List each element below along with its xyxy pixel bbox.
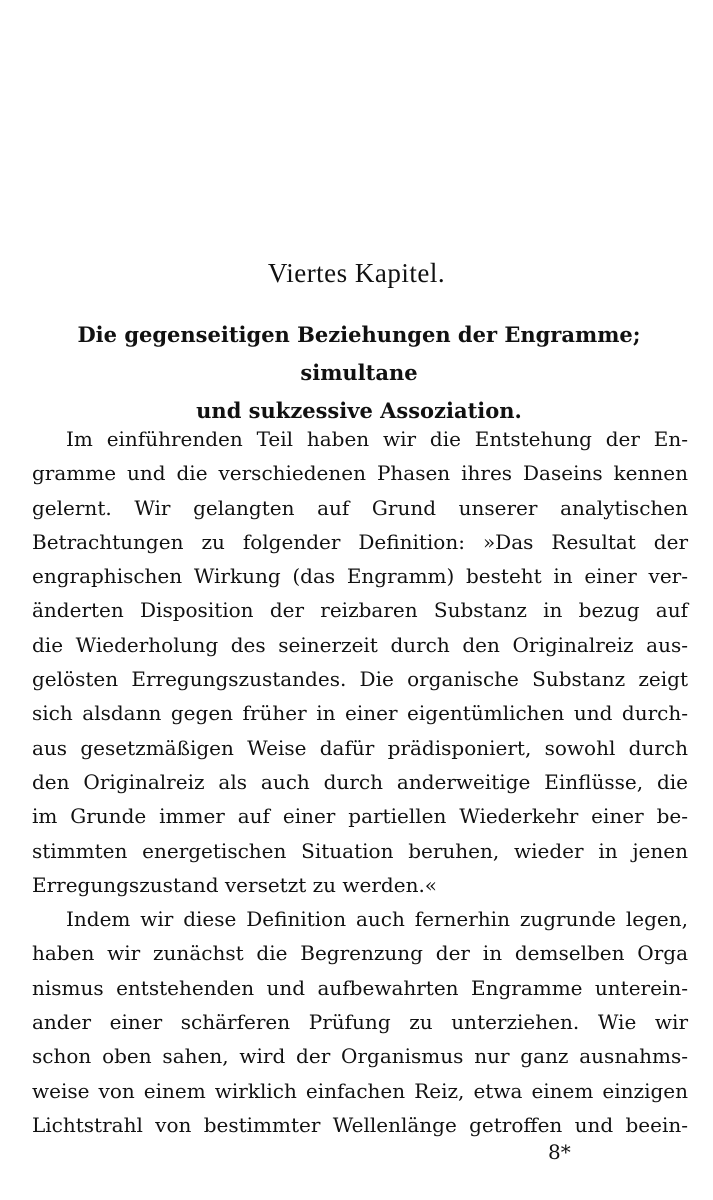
text-line: gramme und die verschiedenen Phasen ihres Daseins kennen (32, 461, 688, 486)
text-line: aus gesetzmäßigen Weise dafür prädisponiert, sowohl durch (32, 735, 688, 760)
text-line: gelösten Erregungszustandes. Die organische Substanz zeigt (32, 667, 688, 692)
text-line: nismus entstehenden und aufbewahrten Engramme unterein- (32, 975, 688, 1000)
body-text (32, 422, 688, 1142)
chapter-title (30, 316, 688, 430)
text-line: Im einführenden Teil haben wir die Entstehung der En- (66, 427, 688, 451)
paragraph (32, 422, 688, 902)
text-line: gelernt. Wir gelangten auf Grund unserer analytischen (32, 495, 688, 520)
chapter-title-line: Die gegenseitigen Beziehungen der Engramme; simultane (77, 322, 641, 385)
page-signature: 8* (548, 1140, 571, 1164)
text-line: Erregungszustand versetzt zu werden.« (32, 872, 438, 897)
text-line: die Wiederholung des seinerzeit durch den Originalreiz aus- (32, 632, 688, 657)
text-line: änderten Disposition der reizbaren Substanz in bezug auf (32, 598, 688, 623)
text-line: weise von einem wirklich einfachen Reiz, etwa einem einzigen (32, 1078, 688, 1103)
text-line: engraphischen Wirkung (das Engramm) besteht in einer ver- (32, 564, 688, 589)
paragraph (32, 902, 688, 1142)
text-line: Lichtstrahl von bestimmter Wellenlänge getroffen und beein- (32, 1112, 688, 1137)
text-line: sich alsdann gegen früher in einer eigentümlichen und durch- (32, 701, 688, 726)
chapter-title-line: und sukzessive Assoziation. (196, 398, 522, 423)
text-line: im Grunde immer auf einer partiellen Wiederkehr einer be- (32, 804, 688, 829)
chapter-label: Viertes Kapitel. (267, 258, 446, 288)
text-line: Betrachtungen zu folgender Definition: »Das Resultat der (32, 529, 688, 554)
text-line: ander einer schärferen Prüfung zu unterziehen. Wie wir (32, 1010, 688, 1035)
text-line: haben wir zunächst die Begrenzung der in demselben Orga (32, 941, 688, 966)
text-line: schon oben sahen, wird der Organismus nur ganz ausnahms- (32, 1044, 688, 1069)
text-line: stimmten energetischen Situation beruhen, wieder in jenen (32, 838, 688, 863)
text-line: Indem wir diese Definition auch fernerhin zugrunde legen, (66, 907, 688, 932)
text-line: den Originalreiz als auch durch anderweitige Einflüsse, die (32, 769, 688, 794)
